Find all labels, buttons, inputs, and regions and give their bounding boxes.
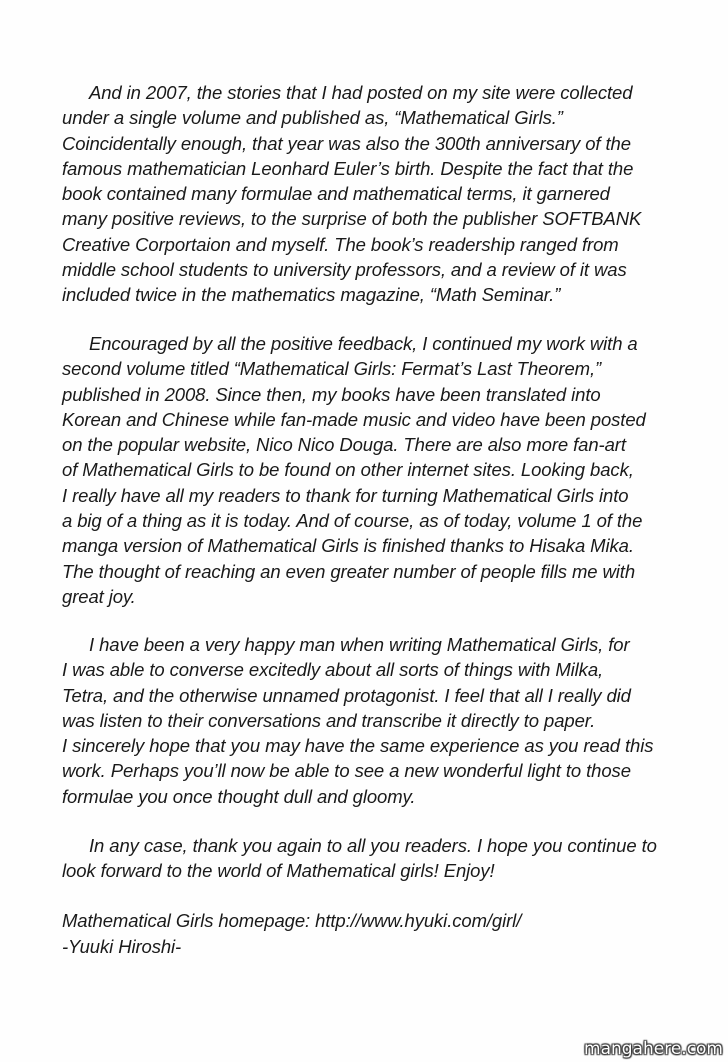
text-line: Tetra, and the otherwise unnamed protagonist. I feel that all I really did bbox=[62, 684, 631, 706]
text-line: work. Perhaps you’ll now be able to see a new wonderful light to those bbox=[62, 760, 631, 782]
faint-bleedthrough-text bbox=[100, 1052, 600, 1058]
text-line: I have been a very happy man when writing Mathematical Girls, for bbox=[89, 634, 630, 655]
text-line: The thought of reaching an even greater number of people fills me with bbox=[62, 560, 636, 582]
text-line: of Mathematical Girls to be found on other internet sites. Looking back, bbox=[62, 459, 634, 481]
text-line: middle school students to university professors, and a review of it was bbox=[62, 259, 627, 281]
text-line: book contained many formulae and mathematical terms, it garnered bbox=[62, 183, 610, 205]
text-line: Encouraged by all the positive feedback, I continued my work with a bbox=[89, 333, 638, 354]
site-watermark: mangahere.com bbox=[584, 1039, 723, 1059]
text-line: famous mathematician Leonhard Euler’s birth. Despite the fact that the bbox=[62, 157, 634, 179]
homepage-line: Mathematical Girls homepage: http://www.hyuki.com/girl/ bbox=[62, 910, 522, 932]
text-line: Creative Corportaion and myself. The book’s readership ranged from bbox=[62, 233, 619, 255]
text-line: look forward to the world of Mathematical girls! Enjoy! bbox=[62, 860, 495, 882]
text-line: I really have all my readers to thank for turning Mathematical Girls into bbox=[62, 484, 629, 506]
text-line: many positive reviews, to the surprise of both the publisher SOFTBANK bbox=[62, 208, 642, 230]
text-line: second volume titled “Mathematical Girls: Fermat’s Last Theorem,” bbox=[62, 358, 602, 380]
text-line: was listen to their conversations and transcribe it directly to paper. bbox=[62, 709, 596, 731]
paragraph-thanks bbox=[62, 833, 702, 884]
paragraph-publication-history bbox=[62, 80, 702, 308]
text-line: In any case, thank you again to all you readers. I hope you continue to bbox=[89, 835, 657, 856]
closing-footer bbox=[62, 883, 702, 959]
text-line: published in 2008. Since then, my books have been translated into bbox=[62, 383, 601, 405]
text-line: on the popular website, Nico Nico Douga. There are also more fan-art bbox=[62, 434, 626, 456]
text-line: Korean and Chinese while fan-made music and video have been posted bbox=[62, 408, 646, 430]
paragraph-second-volume bbox=[62, 331, 702, 609]
text-line: Coincidentally enough, that year was also the 300th anniversary of the bbox=[62, 132, 631, 154]
text-line: great joy. bbox=[62, 585, 136, 607]
paragraph-writing-experience bbox=[62, 632, 702, 809]
author-signature: -Yuuki Hiroshi- bbox=[62, 935, 182, 957]
text-line: I was able to converse excitedly about all sorts of things with Milka, bbox=[62, 659, 604, 681]
text-line: And in 2007, the stories that I had posted on my site were collected bbox=[89, 82, 633, 103]
text-line: included twice in the mathematics magazine, “Math Seminar.” bbox=[62, 284, 561, 306]
text-line: a big of a thing as it is today. And of course, as of today, volume 1 of the bbox=[62, 510, 643, 532]
text-line: I sincerely hope that you may have the same experience as you read this bbox=[62, 735, 654, 757]
text-line: manga version of Mathematical Girls is finished thanks to Hisaka Mika. bbox=[62, 535, 634, 557]
text-line: formulae you once thought dull and gloomy. bbox=[62, 785, 416, 807]
text-line: under a single volume and published as, “Mathematical Girls.” bbox=[62, 107, 563, 129]
